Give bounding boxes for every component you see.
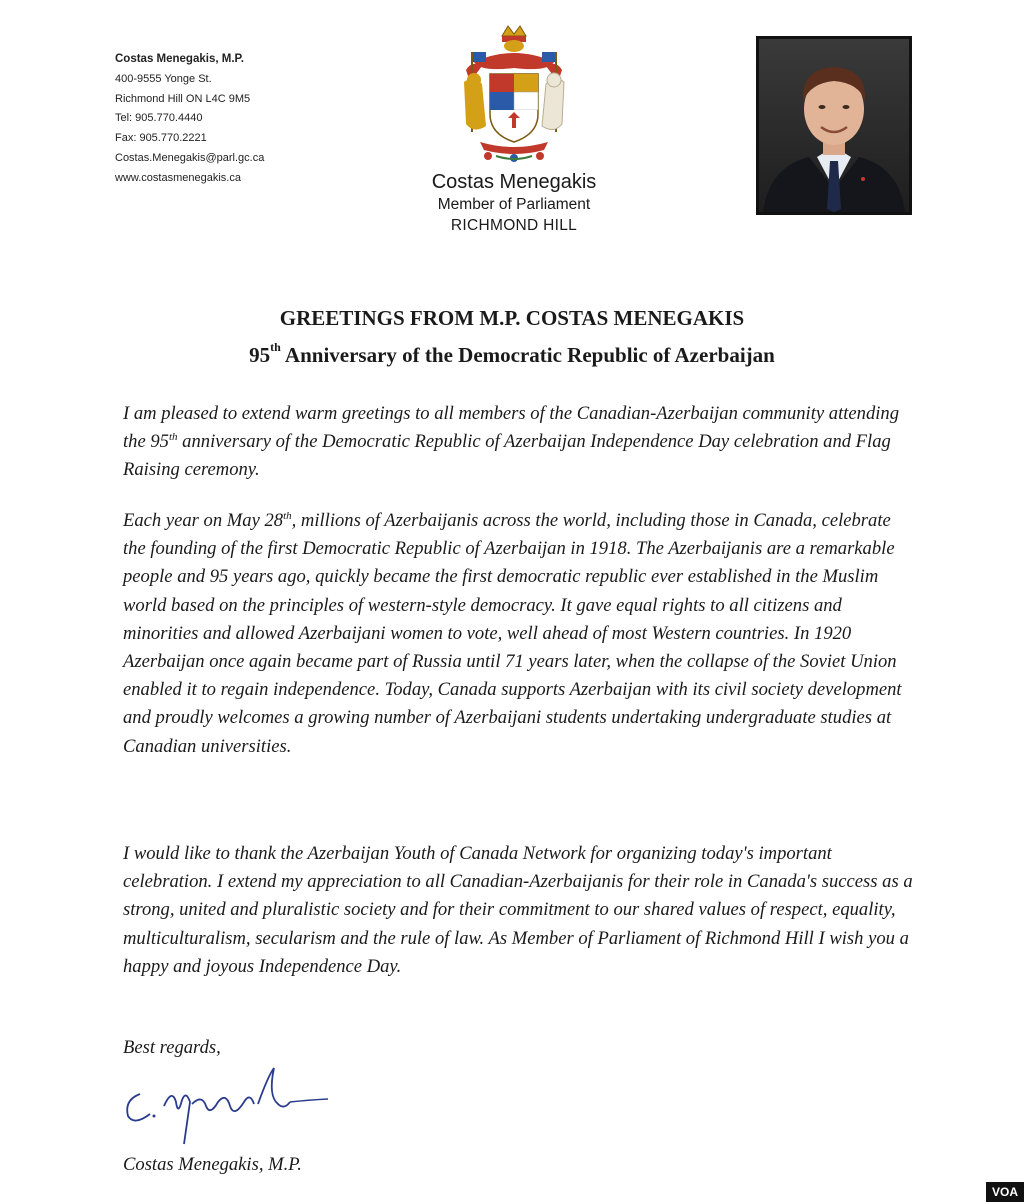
p2-part-a: Each year on May 28 <box>123 510 284 531</box>
letter-subtitle <box>0 340 1024 368</box>
subtitle-number: 95 <box>249 343 271 367</box>
contact-block <box>115 50 264 189</box>
p1-part-b: anniversary of the Democratic Republic of Azerbaijan Independence Day celebration and Flag Raising ceremony. <box>123 431 891 481</box>
mp-header <box>390 170 638 236</box>
paragraph-history <box>123 507 913 761</box>
signature-icon <box>118 1066 333 1146</box>
portrait-photo <box>756 36 912 215</box>
p2-part-b: , millions of Azerbaijanis across the world, including those in Canada, celebrate the founding of the first Democratic Republic of Azerbaijan in 1918. The Azerbaijanis are a remarkable people and 95 years ago, quickly became the first democratic republic ever established in the Muslim world based on the principles of western-style democracy. It gave equal rights to all citizens and minorities and allowed Azerbaijani women to vote, well ahead of most Western countries. In 1920 Azerbaijan once again became part of Russia until 71 years later, when the collapse of the Soviet Union enabled it to regain independence. Today, Canada supports Azerbaijan with its civil society development and proudly welcomes a growing number of Azerbaijani students undertaking undergraduate studies at Canadian universities. <box>123 510 902 757</box>
contact-website[interactable]: www.costasmenegakis.ca <box>115 171 241 184</box>
contact-name: Costas Menegakis, M.P. <box>115 53 244 65</box>
voa-watermark: VOA <box>986 1182 1024 1202</box>
mp-name: Costas Menegakis <box>431 171 597 193</box>
mp-role: Member of Parliament <box>437 196 591 213</box>
contact-tel: Tel: 905.770.4440 <box>115 112 203 125</box>
portrait-image <box>759 39 909 212</box>
subtitle-ordinal: th <box>270 340 281 354</box>
contact-fax: Fax: 905.770.2221 <box>115 132 207 145</box>
subtitle-text: Anniversary of the Democratic Republic of Azerbaijan <box>280 343 775 367</box>
p2-ordinal: th <box>283 509 292 522</box>
paragraph-thanks: I would like to thank the Azerbaijan Youth of Canada Network for organizing today's important celebration. I extend my appreciation to all Canadian-Azerbaijanis for their role in Canada's success as a strong, united and pluralistic society and for their commitment to our shared values of respect, equality, multiculturalism, secularism and the rule of law. As Member of Parliament of Richmond Hill I wish you a happy and joyous Independence Day. <box>123 843 913 977</box>
letter-title: GREETINGS FROM M.P. COSTAS MENEGAKIS <box>279 306 745 330</box>
contact-address-line2: Richmond Hill ON L4C 9M5 <box>115 92 251 105</box>
closing-salutation: Best regards, <box>123 1037 221 1058</box>
coat-of-arms-icon <box>452 22 576 164</box>
signer-name: Costas Menegakis, M.P. <box>123 1154 302 1175</box>
p1-ordinal: th <box>168 431 178 444</box>
p1-part-a: I am pleased to extend warm greetings to all members of the Canadian-Azerbaijan community attending the 95 <box>123 403 900 453</box>
mp-riding: RICHMOND HILL <box>450 217 578 234</box>
contact-email[interactable]: Costas.Menegakis@parl.gc.ca <box>115 151 265 164</box>
paragraph-greeting <box>123 400 913 485</box>
contact-address-line1: 400-9555 Yonge St. <box>115 72 212 85</box>
